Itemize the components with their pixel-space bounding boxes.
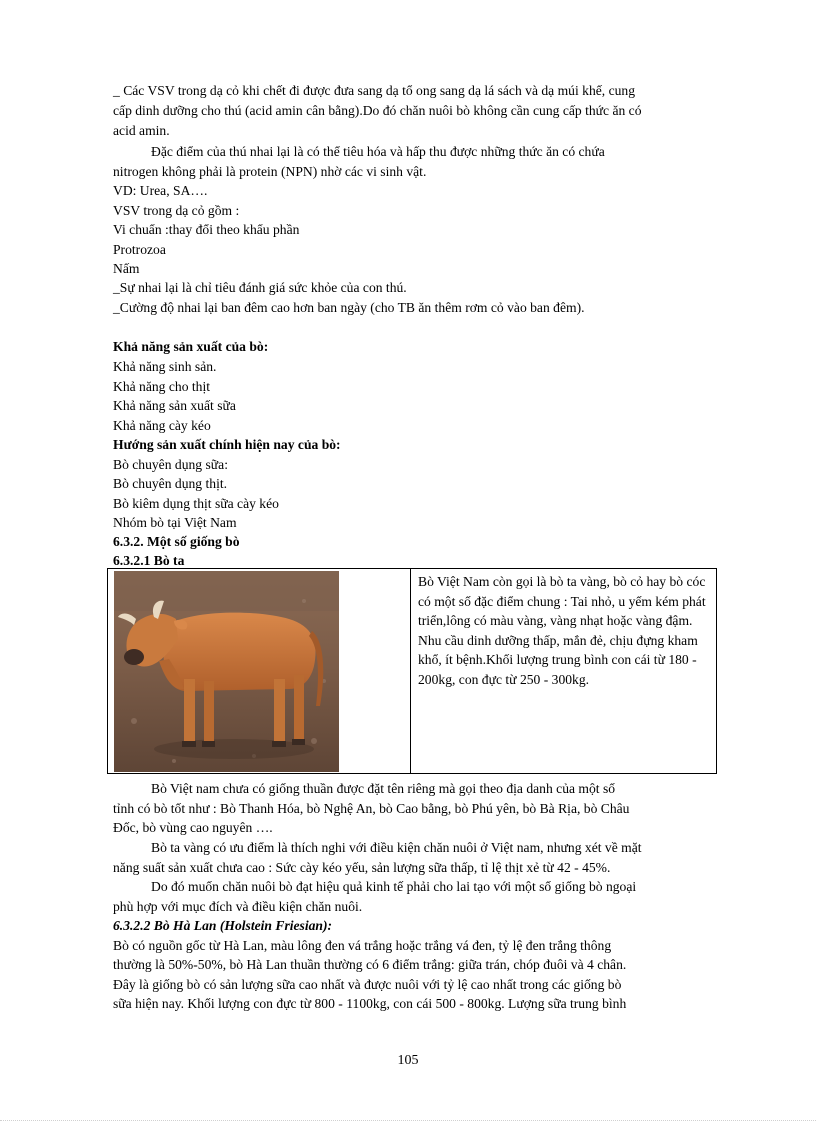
list-item: Khả năng sinh sản. bbox=[113, 359, 217, 374]
paragraph-line: tỉnh có bò tốt như : Bò Thanh Hóa, bò Nghệ An, bò Cao bằng, bò Phú yên, bò Bà Rịa, bò Châu bbox=[113, 801, 630, 816]
paragraph-line: _Cường độ nhai lại ban đêm cao hơn ban ngày (cho TB ăn thêm rơm cỏ vào ban đêm). bbox=[113, 300, 585, 315]
list-item: Nấm bbox=[113, 261, 140, 276]
cow-illustration bbox=[114, 571, 339, 772]
list-item: Khả năng cho thịt bbox=[113, 379, 211, 394]
list-item: Protrozoa bbox=[113, 242, 166, 257]
paragraph-line: Bò Việt nam chưa có giống thuần được đặt tên riêng mà gọi theo địa danh của một số bbox=[151, 781, 616, 796]
breed-description: Bò Việt Nam còn gọi là bò ta vàng, bò cỏ hay bò cóc có một số đặc điểm chung : Tai nhỏ, u yếm kém phát triển,lông có màu vàng, vàng nhạt hoặc vàng đậm. Nhu cầu dinh dưỡng thấp, mắn đẻ, chịu đựng kham khổ, ít bệnh.Khối lượng trung bình con cái từ 180 - 200kg, con đực từ 250 - 300kg. bbox=[418, 574, 706, 687]
example-line: VD: Urea, SA…. bbox=[113, 183, 208, 198]
paragraph-line: phù hợp với mục đích và điều kiện chăn nuôi. bbox=[113, 899, 363, 914]
list-item: Khả năng cày kéo bbox=[113, 418, 211, 433]
paragraph-line: acid amin. bbox=[113, 123, 170, 138]
paragraph-line: Đặc điểm của thú nhai lại là có thể tiêu hóa và hấp thu được những thức ăn có chứa bbox=[151, 144, 605, 159]
subsection-heading: 6.3.2.1 Bò ta bbox=[113, 553, 185, 568]
list-item: Bò chuyên dụng thịt. bbox=[113, 476, 228, 491]
paragraph-line: cấp dinh dưỡng cho thú (acid amin cân bằng).Do đó chăn nuôi bò không cần cung cấp thức ăn có bbox=[113, 103, 642, 118]
list-item: Khả năng sản xuất sữa bbox=[113, 398, 236, 413]
list-title: VSV trong dạ cỏ gồm : bbox=[113, 203, 240, 218]
list-item: Bò chuyên dụng sữa: bbox=[113, 457, 228, 472]
paragraph-line: Bò có nguồn gốc từ Hà Lan, màu lông đen vá trắng hoặc trắng vá đen, tỷ lệ đen trắng thông bbox=[113, 938, 612, 953]
paragraph-line: Đây là giống bò có sản lượng sữa cao nhất và được nuôi với tỷ lệ cao nhất trong các giống bò bbox=[113, 977, 622, 992]
paragraph-line: Do đó muốn chăn nuôi bò đạt hiệu quả kinh tế phải cho lai tạo với một số giống bò ngoại bbox=[151, 879, 637, 894]
paragraph-line: Bò ta vàng có ưu điểm là thích nghi với điều kiện chăn nuôi ở Việt nam, nhưng xét về mặt bbox=[151, 840, 642, 855]
paragraph-line: _ Các VSV trong dạ cỏ khi chết đi được đưa sang dạ tổ ong sang dạ lá sách và dạ múi khế, cung bbox=[113, 83, 636, 98]
paragraph-line: _Sự nhai lại là chỉ tiêu đánh giá sức khỏe của con thú. bbox=[113, 280, 407, 295]
paragraph-line: thường là 50%-50%, bò Hà Lan thuần thường có 6 điểm trắng: giữa trán, chóp đuôi và 4 chân. bbox=[113, 957, 627, 972]
section-heading: Hướng sản xuất chính hiện nay của bò: bbox=[113, 437, 341, 452]
table-divider bbox=[410, 569, 411, 773]
subsection-heading: 6.3.2.2 Bò Hà Lan (Holstein Friesian): bbox=[113, 918, 333, 933]
list-item: Bò kiêm dụng thịt sữa cày kéo bbox=[113, 496, 279, 511]
cow-photo bbox=[114, 571, 339, 772]
paragraph-line: nitrogen không phải là protein (NPN) nhờ các vi sinh vật. bbox=[113, 164, 427, 179]
page-bottom-border bbox=[0, 1120, 816, 1122]
section-heading: Khả năng sản xuất của bò: bbox=[113, 339, 269, 354]
list-item: Nhóm bò tại Việt Nam bbox=[113, 515, 237, 530]
paragraph-line: sữa hiện nay. Khối lượng con đực từ 800 - 1100kg, con cái 500 - 800kg. Lượng sữa trung bình bbox=[113, 996, 627, 1011]
paragraph-line: năng suất sản xuất chưa cao : Sức cày kéo yếu, sản lượng sữa thấp, tỉ lệ thịt xẻ từ 42 - 45%. bbox=[113, 860, 611, 875]
paragraph-line: Đốc, bò vùng cao nguyên …. bbox=[113, 820, 273, 835]
page-number: 105 bbox=[397, 1053, 419, 1068]
section-heading: 6.3.2. Một số giống bò bbox=[113, 534, 240, 549]
list-item: Vi chuẩn :thay đổi theo khẩu phần bbox=[113, 222, 300, 237]
breed-table bbox=[107, 568, 717, 774]
